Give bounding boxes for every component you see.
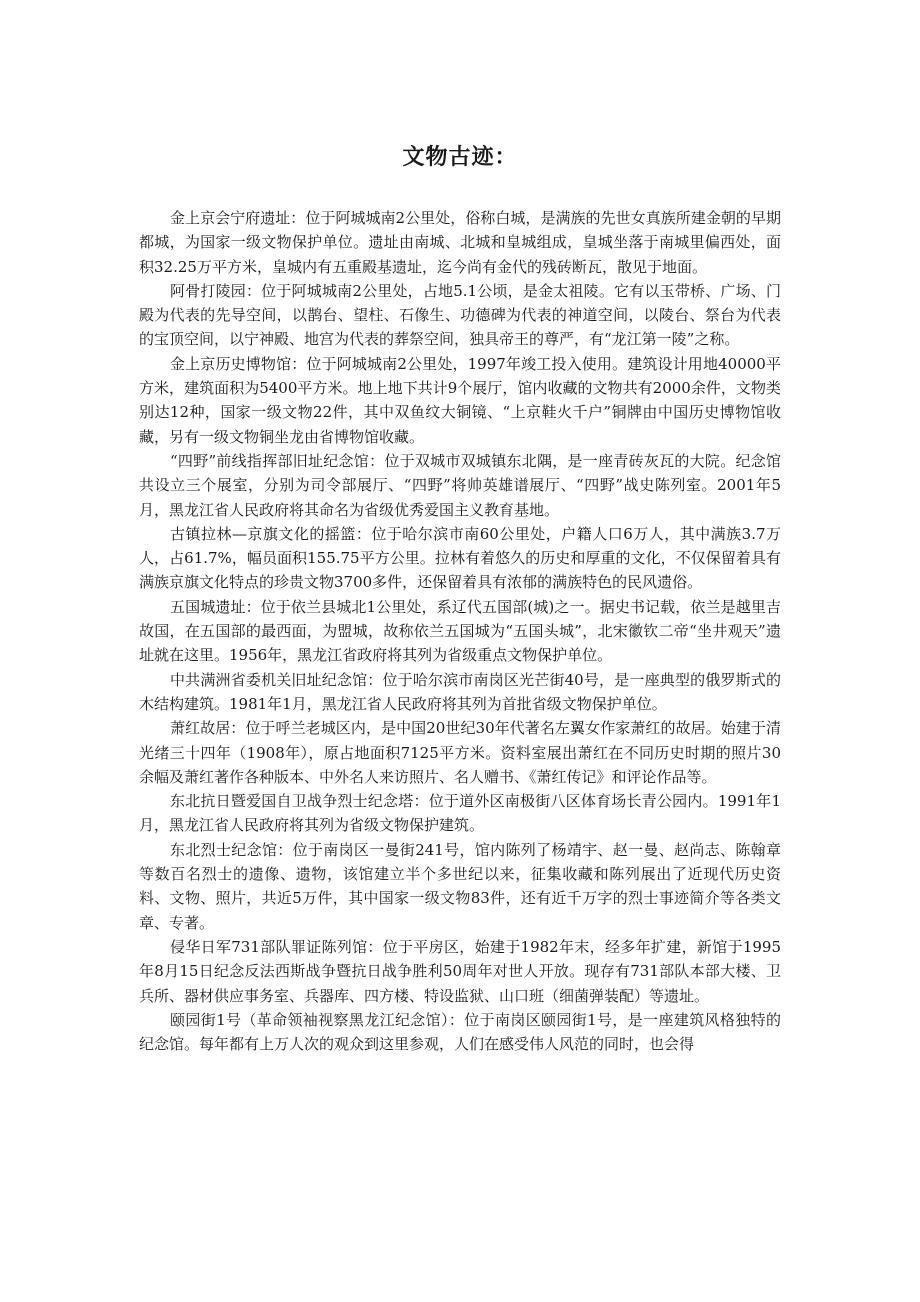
paragraph-jin-history-museum: 金上京历史博物馆：位于阿城城南2公里处，1997年竣工投入使用。建筑设计用地40000平方米，建筑面积为5400平方米。地上地下共计9个展厅，馆内收藏的文物共有2000余件，文物类别达12种，国家一级文物22件，其中双鱼纹大铜镜、“上京鞋火千户”铜牌由中国历史博物馆收藏，另有一级文物铜坐龙由省博物馆收藏。 <box>139 354 781 446</box>
paragraph-wuguo-city-site: 五国城遗址：位于依兰县城北1公里处，系辽代五国部(城)之一。据史书记载，依兰是越里吉故国，在五国部的最西面，为盟城，故称依兰五国城为“五国头城”，北宋徽钦二帝“坐井观天”遗址就在这里。1956年，黑龙江省政府将其列为省级重点文物保护单位。 <box>139 597 781 665</box>
paragraph-siye-memorial: “四野”前线指挥部旧址纪念馆：位于双城市双城镇东北隅，是一座青砖灰瓦的大院。纪念馆共设立三个展室，分别为司令部展厅、“四野”将帅英雄谱展厅、“四野”战史陈列室。2001年5月，黑龙江省人民政府将其命名为省级优秀爱国主义教育基地。 <box>139 451 781 519</box>
paragraph-aguda-mausoleum: 阿骨打陵园：位于阿城城南2公里处，占地5.1公顷，是金太祖陵。它有以玉带桥、广场、门殿为代表的先导空间，以鹊台、望柱、石像生、功德碑为代表的神道空间，以陵台、祭台为代表的宝顶空间，以宁神殿、地宫为代表的葬祭空间，独具帝王的尊严，有“龙江第一陵”之称。 <box>139 281 781 349</box>
paragraph-lalin-town: 古镇拉林—京旗文化的摇篮：位于哈尔滨市南60公里处，户籍人口6万人，其中满族3.7万人，占61.7%，幅员面积155.75平方公里。拉林有着悠久的历史和厚重的文化，不仅保留着具有满族京旗文化特点的珍贵文物3700多件，还保留着具有浓郁的满族特色的民风遗俗。 <box>139 524 781 592</box>
paragraph-jin-shangjing-site: 金上京会宁府遗址：位于阿城城南2公里处，俗称白城，是满族的先世女真族所建金朝的早期都城，为国家一级文物保护单位。遗址由南城、北城和皇城组成，皇城坐落于南城里偏西处，面积32.25万平方米，皇城内有五重殿基遗址，迄今尚有金代的残砖断瓦，散见于地面。 <box>139 209 781 276</box>
paragraph-manchuria-committee-site: 中共满洲省委机关旧址纪念馆：位于哈尔滨市南岗区光芒街40号，是一座典型的俄罗斯式的木结构建筑。1981年1月，黑龙江省人民政府将其列为首批省级文物保护单位。 <box>139 670 781 713</box>
paragraph-xiao-hong-residence: 萧红故居：位于呼兰老城区内，是中国20世纪30年代著名左翼女作家萧红的故居。始建于清光绪三十四年（1908年），原占地面积7125平方米。资料室展出萧红在不同历史时期的照片30余幅及萧红著作各种版本、中外名人来访照片、名人赠书、《萧红传记》和评论作品等。 <box>139 719 781 786</box>
paragraph-yiyuan-street-1: 颐园街1号（革命领袖视察黑龙江纪念馆）：位于南岗区颐园街1号，是一座建筑风格独特的纪念馆。每年都有上万人次的观众到这里参观，人们在感受伟人风范的同时，也会得 <box>139 1010 781 1054</box>
page-title: 文物古迹： <box>402 144 518 170</box>
paragraph-unit-731-museum: 侵华日军731部队罪证陈列馆：位于平房区，始建于1982年末，经多年扩建，新馆于1995年8月15日纪念反法西斯战争暨抗日战争胜利50周年对世人开放。现存有731部队本部大楼、卫兵所、器材供应事务室、兵器库、四方楼、特设监狱、山口班（细菌弹装配）等遗址。 <box>139 937 781 1005</box>
paragraph-martyrs-tower: 东北抗日暨爱国自卫战争烈士纪念塔：位于道外区南极街八区体育场长青公园内。1991年1月，黑龙江省人民政府将其列为省级文物保护建筑。 <box>139 792 781 835</box>
paragraph-northeast-martyrs-museum: 东北烈士纪念馆：位于南岗区一曼街241号，馆内陈列了杨靖宇、赵一曼、赵尚志、陈翰章等数百名烈士的遗像、遗物，该馆建立半个多世纪以来，征集收藏和陈列展出了近现代历史资料、文物、照片，共近5万件，其中国家一级文物83件，还有近千万字的烈士事迹简介等各类文章、专著。 <box>139 840 781 932</box>
document-body <box>139 206 781 1056</box>
